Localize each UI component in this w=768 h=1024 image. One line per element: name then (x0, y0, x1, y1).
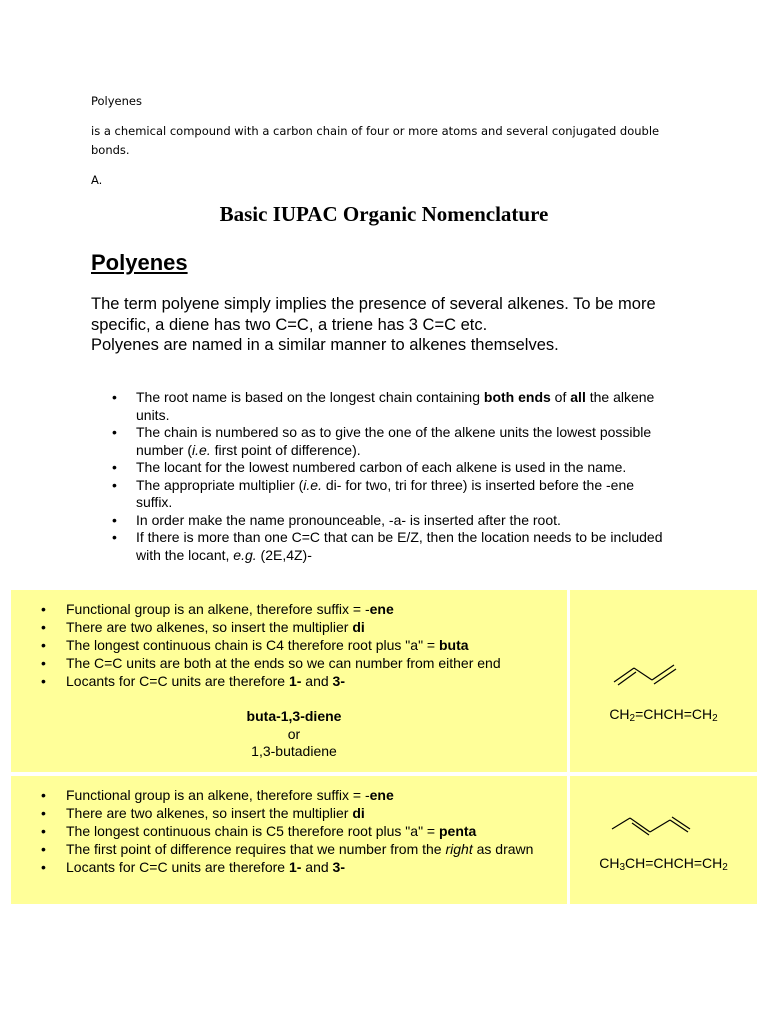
example-2-explanation (11, 776, 567, 904)
example-2-steps (11, 776, 567, 876)
rule-item: • The appropriate multiplier (i.e. di- for two, tri for three) is inserted before the -ene suffix. (108, 477, 668, 512)
bond-line (618, 672, 636, 685)
condensed-formula: $CH_2=CHCH=CH_2$ (609, 706, 718, 724)
rule-item: • In order make the name pronounceable, -a- is inserted after the root. (108, 512, 668, 530)
intro-line-2: Polyenes are named in a similar manner to alkenes themselves. (91, 336, 559, 354)
example-2-table (11, 776, 757, 904)
section-heading: Polyenes (91, 250, 188, 275)
example-1-structure (570, 590, 757, 772)
step-item: • Locants for C=C units are therefore 1- and 3- (11, 672, 567, 690)
bond-line (634, 668, 652, 680)
step-item: • Functional group is an alkene, therefore suffix = -ene (11, 786, 567, 804)
rule-item: • The chain is numbered so as to give the one of the alkene units the lowest possible number (i.e. first point of difference). (108, 424, 668, 459)
or-text: or (287, 725, 301, 742)
step-item: • The longest continuous chain is C4 therefore root plus "a" = buta (11, 636, 567, 654)
pentadiene-skeletal-structure (610, 814, 710, 840)
intro-title: Polyenes (91, 94, 142, 108)
example-1-explanation (11, 590, 567, 772)
bond-line (612, 818, 630, 829)
butadiene-skeletal-structure (612, 660, 682, 688)
condensed-formula: $CH_3CH=CHCH=CH_2$ (599, 855, 728, 873)
step-item: • The C=C units are both at the ends so we can number from either end (11, 654, 567, 672)
iupac-name: buta-1,3-diene (246, 708, 342, 724)
rule-item: • The locant for the lowest numbered carbon of each alkene is used in the name. (108, 459, 668, 477)
page-title: Basic IUPAC Organic Nomenclature (219, 202, 549, 226)
bond-line (630, 818, 650, 832)
example-1-steps (11, 590, 567, 690)
step-item: • The longest continuous chain is C5 therefore root plus "a" = penta (11, 822, 567, 840)
step-item: • There are two alkenes, so insert the multiplier di (11, 618, 567, 636)
rule-item: • The root name is based on the longest chain containing both ends of all the alkene units. (108, 389, 668, 424)
step-item: • There are two alkenes, so insert the multiplier di (11, 804, 567, 822)
step-item: • Functional group is an alkene, therefore suffix = -ene (11, 600, 567, 618)
step-item: • Locants for C=C units are therefore 1- and 3- (11, 858, 567, 876)
intro-line-1: The term polyene simply implies the presence of several alkenes. To be more specific, a diene has two C=C, a triene has 3 C=C etc. (91, 295, 656, 334)
intro-paragraph (91, 294, 691, 356)
example-1-name (11, 708, 567, 761)
bond-line (650, 820, 670, 832)
intro-definition: is a chemical compound with a carbon chain of four or more atoms and several conjugated double bonds. (91, 124, 660, 157)
intro-label-a: A. (91, 173, 103, 187)
rules-list (108, 389, 668, 564)
common-name: 1,3-butadiene (251, 743, 337, 759)
example-1-table (11, 590, 757, 772)
rule-item: • If there is more than one C=C that can be E/Z, then the location needs to be included with the locant, e.g. (2E,4Z)- (108, 529, 668, 564)
step-item: • The first point of difference requires that we number from the right as drawn (11, 840, 567, 858)
example-2-structure (570, 776, 757, 904)
